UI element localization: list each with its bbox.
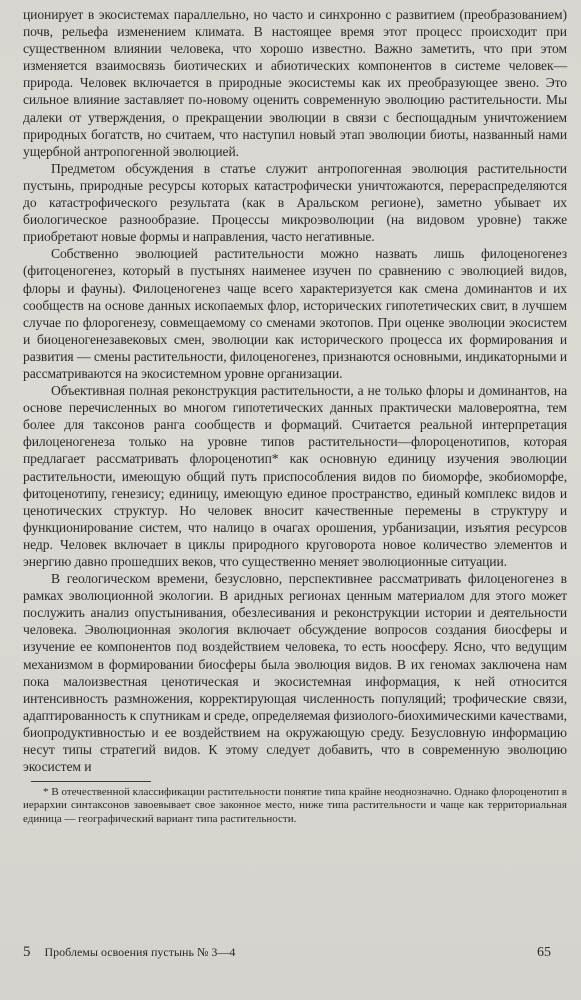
- article-body: [23, 6, 567, 775]
- paragraph-5: В геологическом времени, безусловно, перспективнее рассматривать филоценогенез в рамках эволюционной экологии. В аридных регионах ценным материалом для этого может послужить анализ опустынивания, обезлесивания и реконструкции истории и деятельности человека. Эволюционная экология включает обсуждение вопросов создания биосферы и изучение ее компонентов под воздействием человека, то есть ноосферу. Ясно, что ведущим механизмом в формировании биосферы была эволюция видов. В их геномах заключена нам пока малоизвестная ценотическая и экосистемная информация, к ней относится интенсивность размножения, корректирующая численность популяций; трофические связи, адаптированность к спутникам и среде, определяемая физиолого-биохимическими качествами, биопродуктивностью и ее воздействием на окружающую среду. Безусловную информацию несут типы стратегий видов. К этому следует добавить, что в современную эволюцию экосистем и: [23, 571, 567, 775]
- paragraph-2: Предметом обсуждения в статье служит антропогенная эволюция растительности пустынь, природные ресурсы которых катастрофически уничтожаются, перераспределяются до катастрофического результата (как в Аральском регионе), заметно убывает их биологическое разнообразие. Процессы микроэволюции (на видовом уровне) также приобретают новые формы и направления, часто негативные.: [23, 160, 567, 245]
- page-footer: [23, 944, 551, 961]
- footnote-divider: [31, 781, 151, 782]
- page-number: 65: [537, 945, 551, 960]
- signature-mark: 5: [23, 944, 31, 960]
- paragraph-4: Объективная полная реконструкция растительности, а не только флоры и доминантов, на основе перечисленных во многом гипотетических данных практически маловероятна, тем более для таксонов ранга сообществ и формаций. Считается реальной интерпретация филоценогенеза только на уровне типов растительности—флороценотипов, которая предлагает рассматривать флороценотип* как основную единицу изучения эволюции растительности, имеющую общий путь приспособления видов по биоморфе, экобиоморфе, фитоценотипу, генезису; единицу, имеющую единое пространство, единый комплекс видов и ценотических структур. Но человек вносит качественные перемены в структуру и функционирование систем, что налицо в очагах орошения, урбанизации, изъятия ресурсов недр. Человек включает в циклы природного круговорота новое количество элементов и энергию давно прошедших веков, что существенно меняет эволюционные ситуации.: [23, 383, 567, 569]
- paragraph-1: ционирует в экосистемах параллельно, но часто и синхронно с развитием (преобразованием) почв, рельефа изменением климата. В настоящее время этот процесс происходит при существенном влиянии человека, что хорошо известно. Важно заметить, что при этом изменяется взаимосвязь биотических и абиотических компонентов в системе человек—природа. Человек включается в природные экосистемы как их преобразующее звено. Это сильное влияние заставляет по-новому оценить современную эволюцию растительности. Мы далеки от утверждения, о прекращении эволюции в связи с беспощадным уничтожением природных богатств, но считаем, что наступил новый этап эволюции биоты, названный нами ущербной антропогенной эволюцией.: [23, 7, 567, 159]
- paragraph-3: Собственно эволюцией растительности можно назвать лишь филоценогенез (фитоценогенез, который в пустынях наименее изучен по сравнению с эволюцией видов, флоры и фауны). Филоценогенез чаще всего характеризуется как смена доминантов и их сообществ на основе данных ископаемых флор, исторических гипотетических свит, в лучшем случае по флорогенезу, совмещаемому со сменами экотопов. При оценке эволюции экосистем и биоценогенезавековых смен, эволюции как исторического процесса их формирования и развития — смены растительности, филоценогенез, признаются основными, индикаторными и рассматриваются на экосистемном уровне организации.: [23, 246, 567, 381]
- journal-title: Проблемы освоения пустынь № 3—4: [44, 945, 236, 959]
- footnote: * В отечественной классификации растительности понятие типа крайне неоднозначно. Однако флороценотип в иерархии синтаксонов завоевывает свое законное место, ниже типа растительности и чаще как территориальная единица — географический вариант типа растительности.: [23, 786, 567, 825]
